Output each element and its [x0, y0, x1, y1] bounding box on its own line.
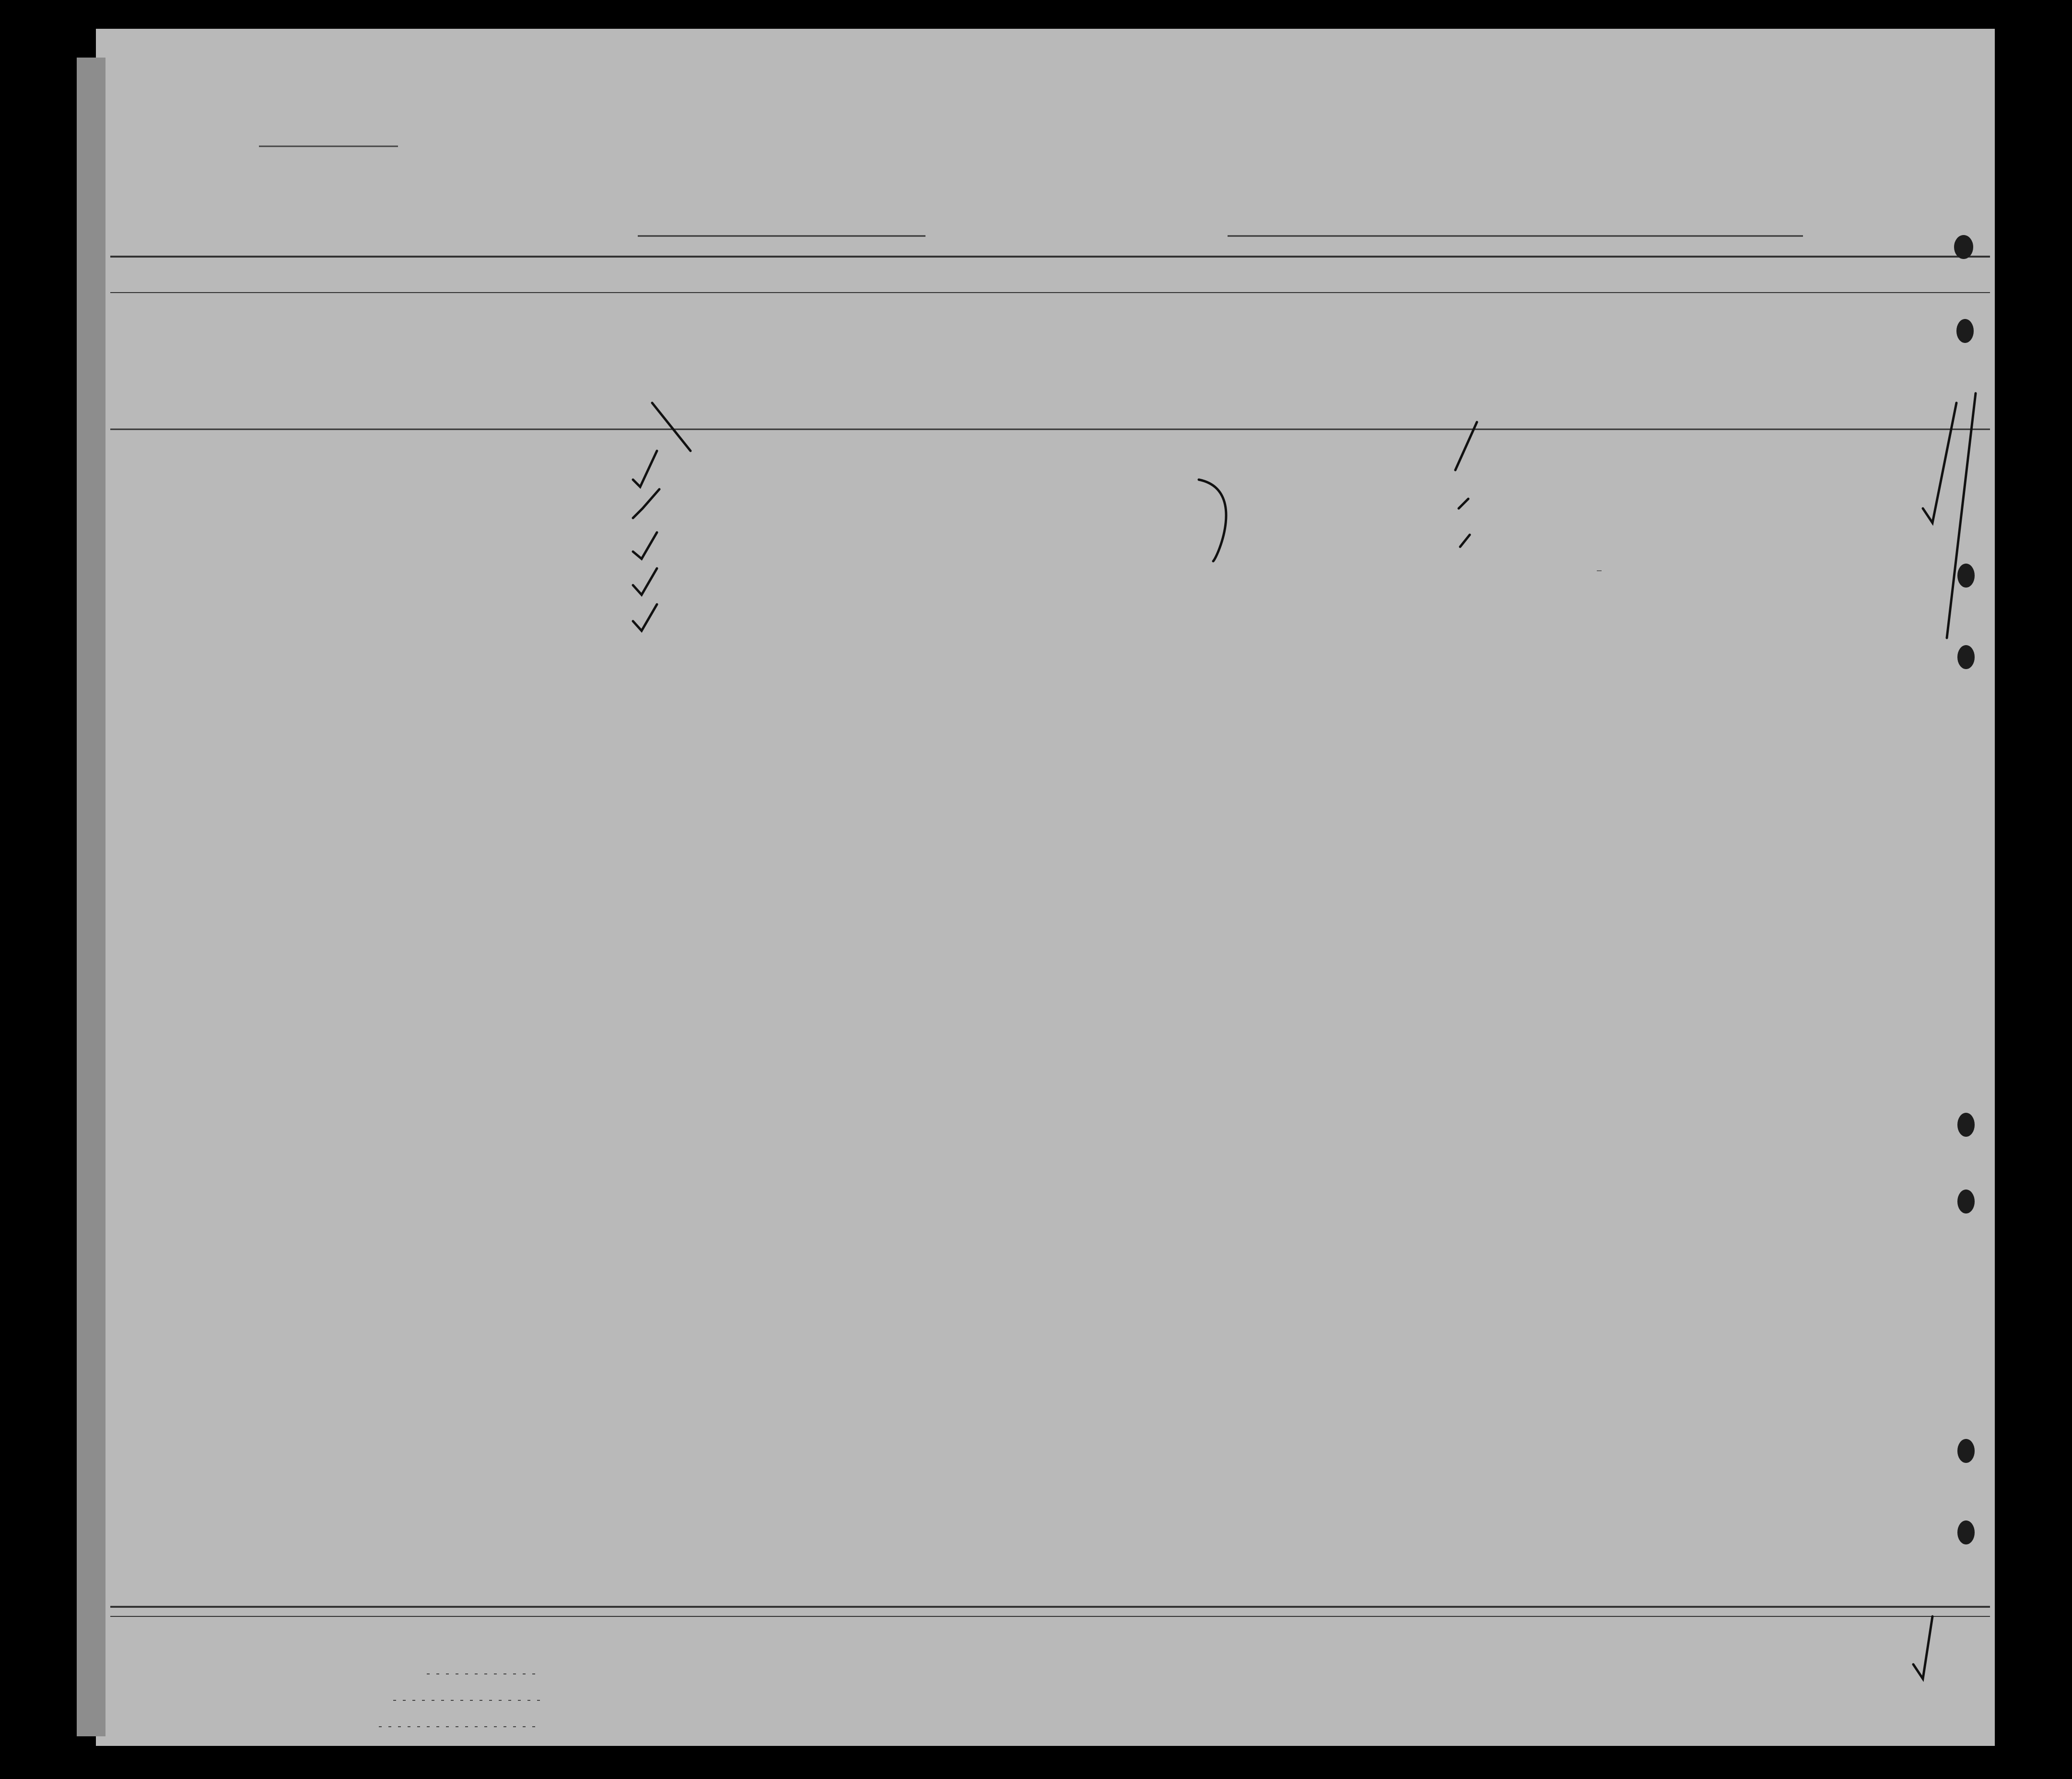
binder-hole — [1954, 235, 1973, 259]
binder-hole — [1957, 1190, 1975, 1213]
binder-hole — [1957, 645, 1975, 669]
binder-hole — [1957, 1439, 1975, 1463]
binder-hole — [1957, 564, 1975, 588]
binder-hole — [1957, 1113, 1975, 1137]
binder-hole — [1957, 1520, 1975, 1544]
paper-sheet — [96, 29, 1995, 1746]
binder-hole — [1956, 319, 1974, 343]
